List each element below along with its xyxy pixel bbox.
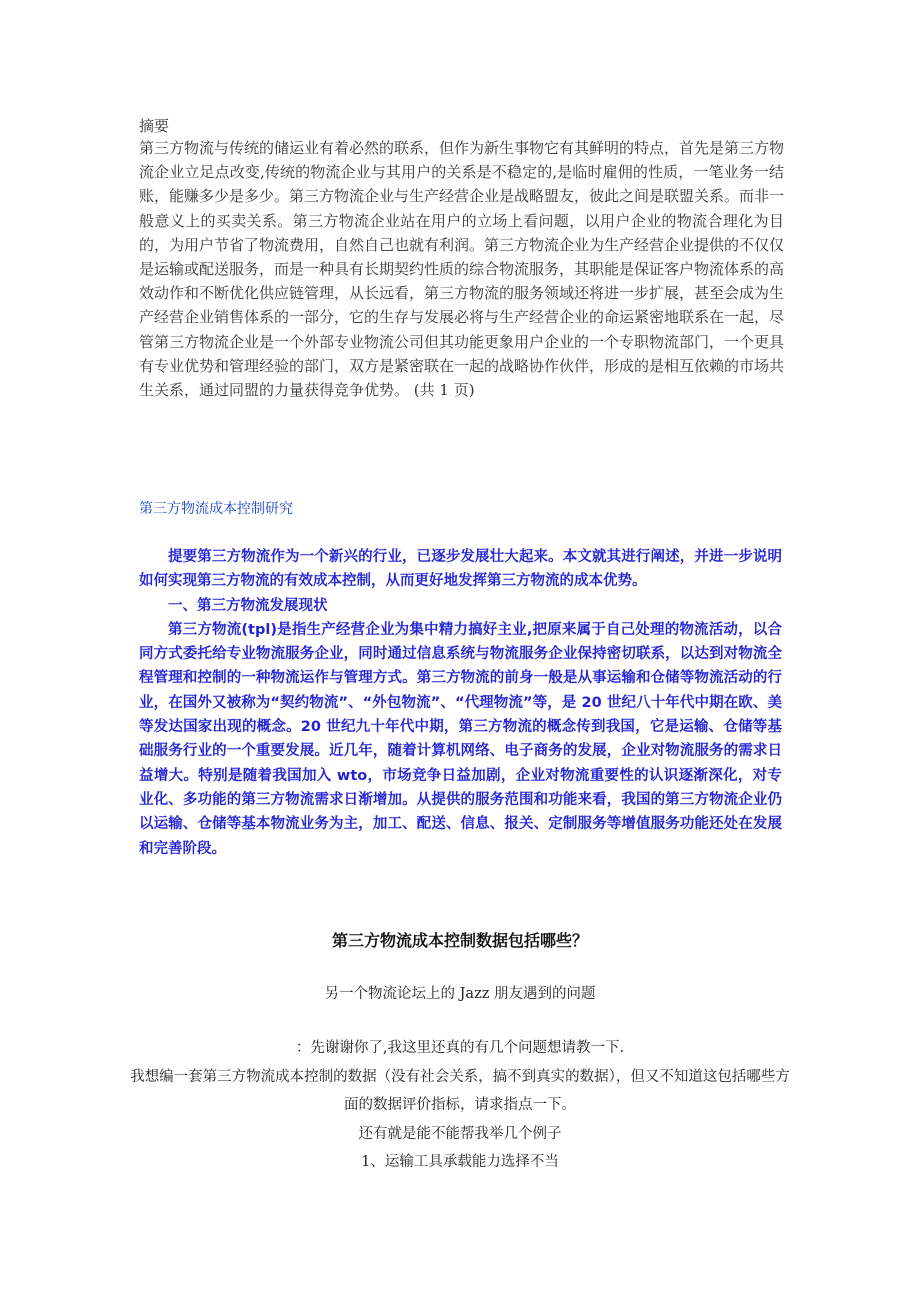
question-line: 1、运输工具承载能力选择不当 (361, 1154, 559, 1170)
section-body: 第三方物流(tpl)是指生产经营企业为集中精力搞好主业,把原来属于自己处理的物流活动，以合同方式委托给专业物流服务企业，同时通过信息系统与物流服务企业保持密切联系，以达到对物流全程管理和控制的一种物流运作与管理方式。第三方物流的前身一般是从事运输和仓储等物流活动的行业，在国外又被称为“契约物流”、“外包物流”、“代理物流”等，是 20 世纪八十年代中期在欧、美等发达国家出现的概念。20 世纪九十年代中期，第三方物流的概念传到我国，它是运输、仓储等基础服务行业的一个重要发展。近几年，随着计算机网络、电子商务的发展，企业对物流服务的需求日益增大。特别是随着我国加入 wto，市场竞争日益加剧，企业对物流重要性的认识逐渐深化，对专业化、多功能的第三方物流需求日渐增加。从提供的服务范围和功能来看，我国的第三方物流企业仍以运输、仓储等基本物流业务为主，加工、配送、信息、报关、定制服务等增值服务功能还处在发展和完善阶段。 (139, 621, 782, 857)
article-body (139, 545, 782, 861)
article-title: 第三方物流成本控制研究 (139, 501, 293, 517)
question-line: ：先谢谢你了,我这里还真的有几个问题想请教一下. (295, 1040, 625, 1056)
article-intro: 提要第三方物流作为一个新兴的行业，已逐步发展壮大起来。本文就其进行阐述，并进一步说明如何实现第三方物流的有效成本控制，从而更好地发挥第三方物流的成本优势。 (139, 549, 782, 590)
section-heading: 一、第三方物流发展现状 (168, 597, 328, 614)
abstract-body: 第三方物流与传统的储运业有着必然的联系，但作为新生事物它有其鲜明的特点，首先是第三方物流企业立足点改变,传统的物流企业与其用户的关系是不稳定的,是临时雇佣的性质，一笔业务一结账，能赚多少是多少。第三方物流企业与生产经营企业是战略盟友，彼此之间是联盟关系。而非一般意义上的买卖关系。第三方物流企业站在用户的立场上看问题，以用户企业的物流合理化为目的，为用户节省了物流费用，自然自己也就有利润。第三方物流企业为生产经营企业提供的不仅仅是运输或配送服务，而是一种具有长期契约性质的综合物流服务，其职能是保证客户物流体系的高效动作和不断优化供应链管理，从长远看，第三方物流的服务领域还将进一步扩展，甚至会成为生产经营企业销售体系的一部分，它的生存与发展必将与生产经营企业的命运紧密地联系在一起，尽管第三方物流企业是一个外部专业物流公司但其功能更象用户企业的一个专职物流部门，一个更具有专业优势和管理经验的部门，双方是紧密联在一起的战略协作伙伴，形成的是相互依赖的市场共生关系，通过同盟的力量获得竞争优势。 (共 1 页) (139, 139, 785, 400)
question-title: 第三方物流成本控制数据包括哪些？ (331, 931, 588, 950)
question-subtitle: 另一个物流论坛上的 Jazz 朋友遇到的问题 (324, 986, 596, 1002)
abstract-heading: 摘要 (139, 117, 170, 135)
question-body (130, 1034, 790, 1177)
question-line: 我想编一套第三方物流成本控制的数据（没有社会关系，搞不到真实的数据），但又不知道这包括哪些方面的数据评价指标，请求指点一下。 (130, 1068, 790, 1113)
question-line: 还有就是能不能帮我举几个例子 (358, 1125, 562, 1142)
